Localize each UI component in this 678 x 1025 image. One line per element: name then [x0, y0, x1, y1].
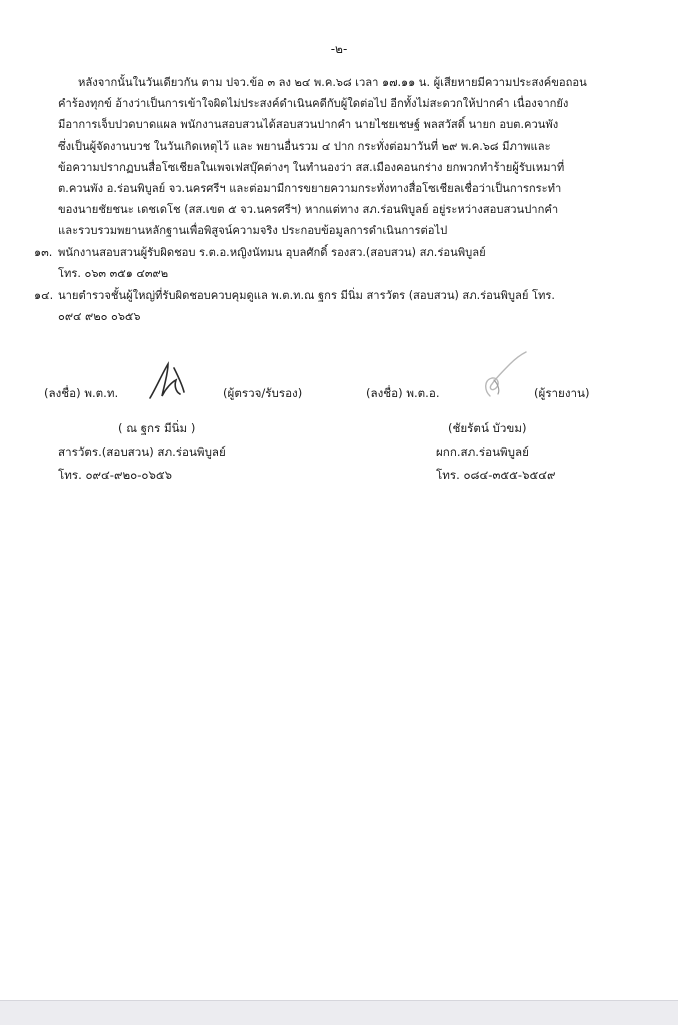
item-line: โทร. ๐๖๓ ๓๕๑ ๔๓๙๒: [58, 267, 169, 281]
item-line: ๐๙๔ ๙๒๐ ๐๖๕๖: [58, 310, 141, 324]
paragraph-line: ซึ่งเป็นผู้จัดงานบวช ในวันเกิดเหตุไว้ และ พยานอื่นรวม ๔ ปาก กระทั่งต่อมาวันที่ ๒๙ พ.ค.๖๘ มีภาพและ: [58, 139, 551, 153]
viewer-bottom-strip: [0, 1000, 678, 1025]
right-sign-position: ผกก.สภ.ร่อนพิบูลย์: [436, 445, 529, 459]
right-handwritten-signature-icon: [470, 350, 530, 408]
list-item-14: [34, 285, 644, 327]
paragraph-line: คำร้องทุกข์ อ้างว่าเป็นการเข้าใจผิดไม่ประสงค์ดำเนินคดีกับผู้ใดต่อไป อีกทั้งไม่สะดวกให้ปากคำ เนื่องจากยัง: [58, 97, 569, 111]
item-line: พนักงานสอบสวนผู้รับผิดชอบ ร.ต.อ.หญิงนัทมน อุบลศักดิ์ รองสว.(สอบสวน) สภ.ร่อนพิบูลย์: [58, 246, 486, 259]
paragraph-line: มีอาการเจ็บปวดบาดแผล พนักงานสอบสวนได้สอบสวนปากคำ นายไชยเชษฐ์ พลสวัสดิ์ นายก อบต.ควนพัง: [58, 118, 559, 132]
list-item-13: [34, 242, 644, 284]
left-sign-phone: โทร. ๐๙๔-๙๒๐-๐๖๕๖: [58, 468, 172, 482]
paragraph-line: ของนายชัยชนะ เดชเดโช (สส.เขต ๕ จว.นครศรีฯ) หากแต่ทาง สภ.ร่อนพิบูลย์ อยู่ระหว่างสอบสวนปากคำ: [58, 203, 559, 217]
right-sign-phone: โทร. ๐๘๔-๓๕๕-๖๕๔๙: [436, 468, 556, 482]
paragraph-line: และรวบรวมพยานหลักฐานเพื่อพิสูจน์ความจริง ประกอบข้อมูลการดำเนินการต่อไป: [58, 224, 448, 238]
paragraph-line: ข้อความปรากฏบนสื่อโซเชียลในเพจเฟสบุ๊คต่างๆ ในทำนองว่า สส.เมืองคอนกร่าง ยกพวกทำร้ายผู้รับเหมาที่: [58, 160, 565, 174]
paragraph-line: หลังจากนั้นในวันเดียวกัน ตาม ปจว.ข้อ ๓ ลง ๒๔ พ.ค.๖๘ เวลา ๑๗.๑๑ น. ผู้เสียหายมีความประสงค์ขอถอน: [78, 76, 587, 89]
left-handwritten-signature-icon: [146, 358, 190, 404]
paragraph-line: ต.ควนพัง อ.ร่อนพิบูลย์ จว.นครศรีฯ และต่อมามีการขยายความกระทั่งทางสื่อโซเชียลเชื่อว่าเป็นการกระทำ: [58, 182, 562, 196]
right-sign-name: (ชัยรัตน์ บัวขม): [448, 421, 527, 435]
right-sign-role: (ผู้รายงาน): [534, 386, 590, 400]
left-sign-position: สารวัตร.(สอบสวน) สภ.ร่อนพิบูลย์: [58, 445, 226, 459]
right-sign-prefix: (ลงชื่อ) พ.ต.อ.: [366, 386, 440, 400]
item-number: ๑๔.: [34, 289, 54, 302]
item-line: นายตำรวจชั้นผู้ใหญ่ที่รับผิดชอบควบคุมดูแล พ.ต.ท.ณ ฐกร มีนิ่ม สารวัตร (สอบสวน) สภ.ร่อนพิบูลย์ โทร.: [58, 289, 555, 302]
left-sign-role: (ผู้ตรวจ/รับรอง): [223, 386, 303, 400]
left-sign-name: ( ณ ฐกร มีนิ่ม ): [118, 421, 196, 435]
page-number: -๒-: [330, 42, 348, 56]
body-paragraph: [58, 72, 644, 242]
left-sign-prefix: (ลงชื่อ) พ.ต.ท.: [44, 386, 119, 400]
item-number: ๑๓.: [34, 246, 53, 259]
